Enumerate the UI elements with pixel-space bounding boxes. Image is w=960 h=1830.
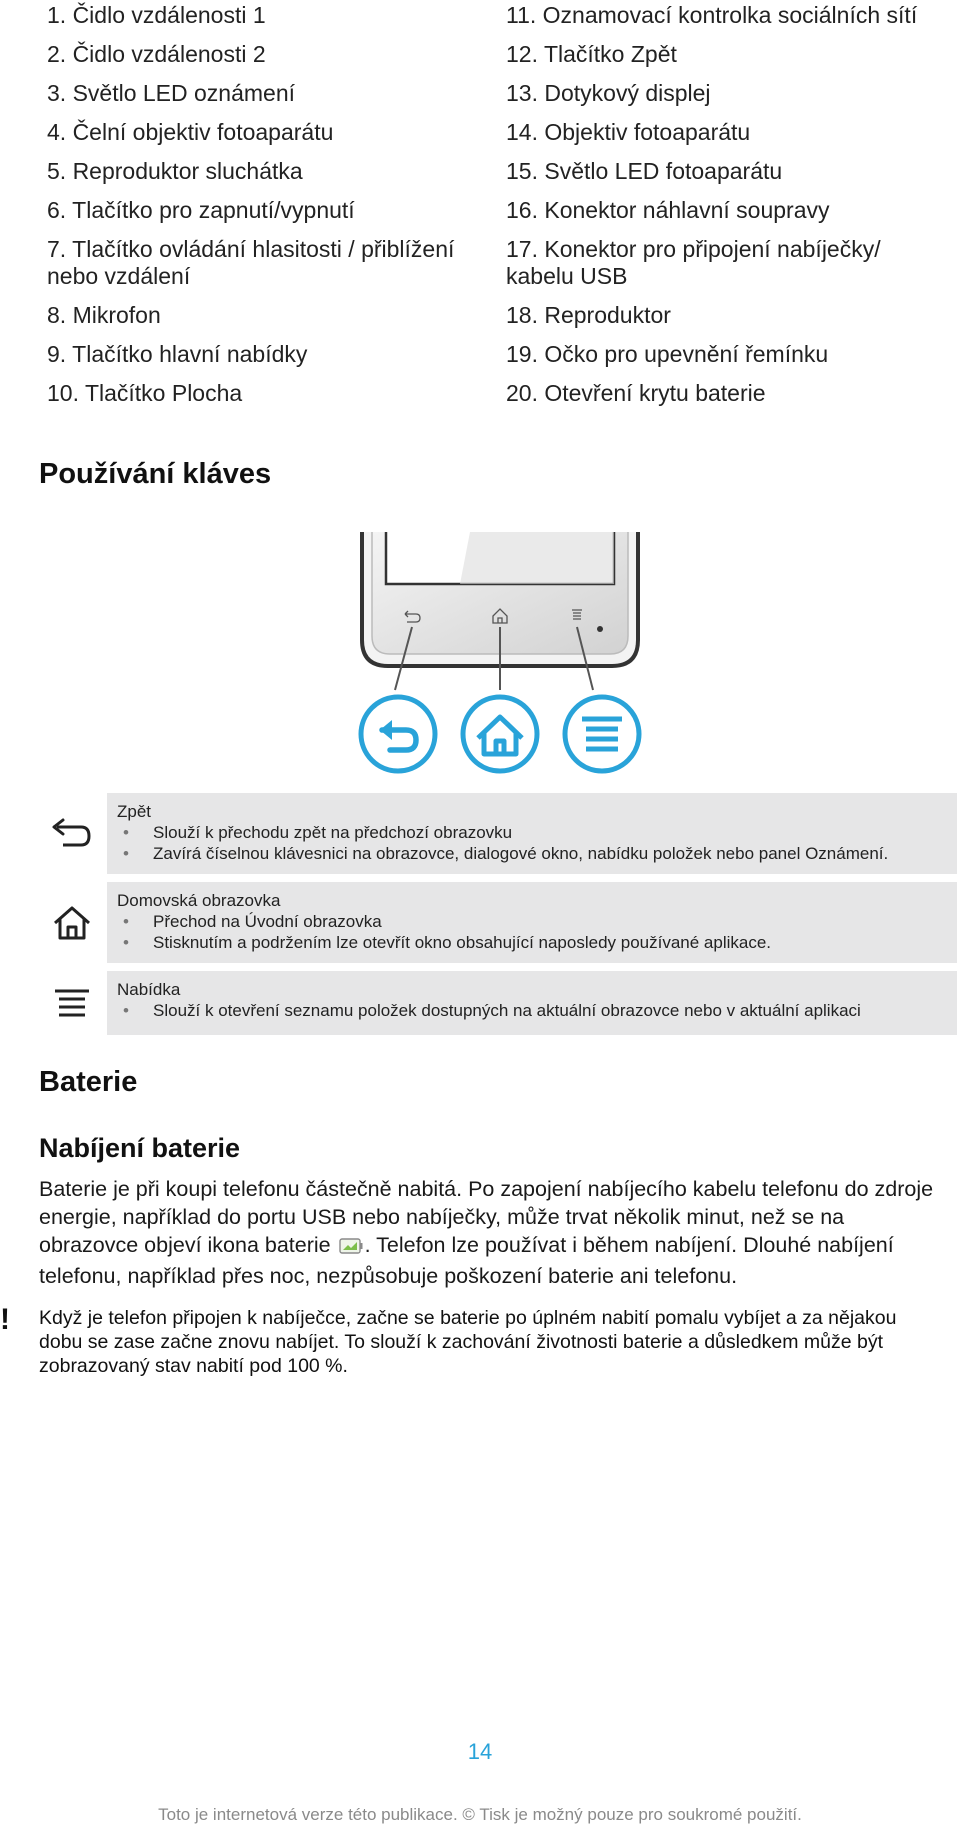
key-bullets bbox=[117, 911, 947, 953]
key-bullet: • Přechod na Úvodní obrazovka bbox=[117, 911, 947, 932]
key-box-menu bbox=[107, 971, 957, 1035]
key-title: Domovská obrazovka bbox=[117, 891, 281, 910]
part-item: 8. Mikrofon bbox=[47, 302, 161, 328]
key-bullet: • Stisknutím a podržením lze otevřít okno obsahující naposledy používané aplikace. bbox=[117, 932, 947, 953]
footer-notice: Toto je internetová verze této publikace. © Tisk je možný pouze pro soukromé použití. bbox=[158, 1805, 802, 1824]
part-item: 1. Čidlo vzdálenosti 1 bbox=[47, 2, 266, 28]
part-item: 18. Reproduktor bbox=[506, 302, 671, 328]
part-item: 14. Objektiv fotoaparátu bbox=[506, 119, 751, 145]
key-descriptions bbox=[37, 793, 957, 1043]
part-item: 2. Čidlo vzdálenosti 2 bbox=[47, 41, 266, 67]
part-item: 17. Konektor pro připojení nabíječky/ kabelu USB bbox=[506, 236, 881, 289]
part-item: 11. Oznamovací kontrolka sociálních sítí bbox=[506, 2, 918, 28]
key-bullet: • Slouží k přechodu zpět na předchozí obrazovku bbox=[117, 822, 947, 843]
battery-charging-icon bbox=[339, 1234, 363, 1262]
key-box-back bbox=[107, 793, 957, 874]
parts-column-right bbox=[506, 2, 926, 419]
part-item: 20. Otevření krytu baterie bbox=[506, 380, 766, 406]
key-bullet: • Zavírá číselnou klávesnici na obrazovce, dialogové okno, nabídku položek nebo panel Oznámení. bbox=[117, 843, 947, 864]
part-item: 9. Tlačítko hlavní nabídky bbox=[47, 341, 308, 367]
part-item: 16. Konektor náhlavní soupravy bbox=[506, 197, 830, 223]
parts-column-left bbox=[47, 2, 487, 419]
screen-reflection bbox=[460, 532, 614, 584]
section-title-battery: Baterie bbox=[39, 1066, 138, 1098]
key-box-home bbox=[107, 882, 957, 963]
charging-text-b: . Telefon lze používat i během nabíjení. Dlouhé nabíjení telefonu, například přes noc, nezpůsobuje poškození baterie ani telefonu. bbox=[39, 1233, 894, 1288]
part-item: 6. Tlačítko pro zapnutí/vypnutí bbox=[47, 197, 355, 223]
part-item: 7. Tlačítko ovládání hlasitosti / přiblížení nebo vzdálení bbox=[47, 236, 455, 289]
section-title-keys: Používání kláves bbox=[39, 458, 272, 490]
part-item: 3. Světlo LED oznámení bbox=[47, 80, 296, 106]
home-button-illustration bbox=[463, 697, 537, 771]
key-bullets bbox=[117, 1000, 947, 1021]
phone-keys-illustration bbox=[350, 528, 650, 782]
charging-text-a: Baterie je při koupi telefonu částečně nabitá. Po zapojení nabíjecího kabelu telefonu do zdroje energie, například do portu USB nebo nabíječky, může trvat několik minut, než se na obrazovce objeví ikona baterie bbox=[39, 1177, 934, 1257]
part-item: 13. Dotykový displej bbox=[506, 80, 711, 106]
key-title: Nabídka bbox=[117, 980, 181, 999]
menu-icon bbox=[37, 971, 107, 1035]
back-arrow-icon bbox=[37, 793, 107, 874]
key-row-menu bbox=[37, 971, 957, 1035]
part-item: 10. Tlačítko Plocha bbox=[47, 380, 243, 406]
part-item: 15. Světlo LED fotoaparátu bbox=[506, 158, 783, 184]
home-icon bbox=[37, 882, 107, 963]
menu-button-illustration bbox=[565, 697, 639, 771]
key-row-home bbox=[37, 882, 957, 963]
charging-paragraph bbox=[39, 1175, 944, 1290]
key-bullet: • Slouží k otevření seznamu položek dostupných na aktuální obrazovce nebo v aktuální aplikaci bbox=[117, 1000, 947, 1021]
page-number: 14 bbox=[467, 1739, 493, 1764]
phone-mic-dot bbox=[597, 626, 603, 632]
back-button-illustration bbox=[361, 697, 435, 771]
key-row-back bbox=[37, 793, 957, 874]
part-item: 12. Tlačítko Zpět bbox=[506, 41, 677, 67]
part-item: 4. Čelní objektiv fotoaparátu bbox=[47, 119, 334, 145]
part-item: 5. Reproduktor sluchátka bbox=[47, 158, 303, 184]
warning-text: Když je telefon připojen k nabíječce, začne se baterie po úplném nabití pomalu vybíjet a za nějakou dobu se zase začne znovu nabíjet. To slouží k zachování životnosti baterie a důsledkem může být zobrazovaný stav nabití pod 100 %. bbox=[39, 1307, 897, 1377]
warning-note bbox=[0, 1303, 929, 1378]
warning-mark: ! bbox=[0, 1303, 10, 1336]
key-bullets bbox=[117, 822, 947, 864]
part-item: 19. Očko pro upevnění řemínku bbox=[506, 341, 829, 367]
subsection-title-charging: Nabíjení baterie bbox=[39, 1133, 241, 1163]
key-title: Zpět bbox=[117, 802, 152, 821]
